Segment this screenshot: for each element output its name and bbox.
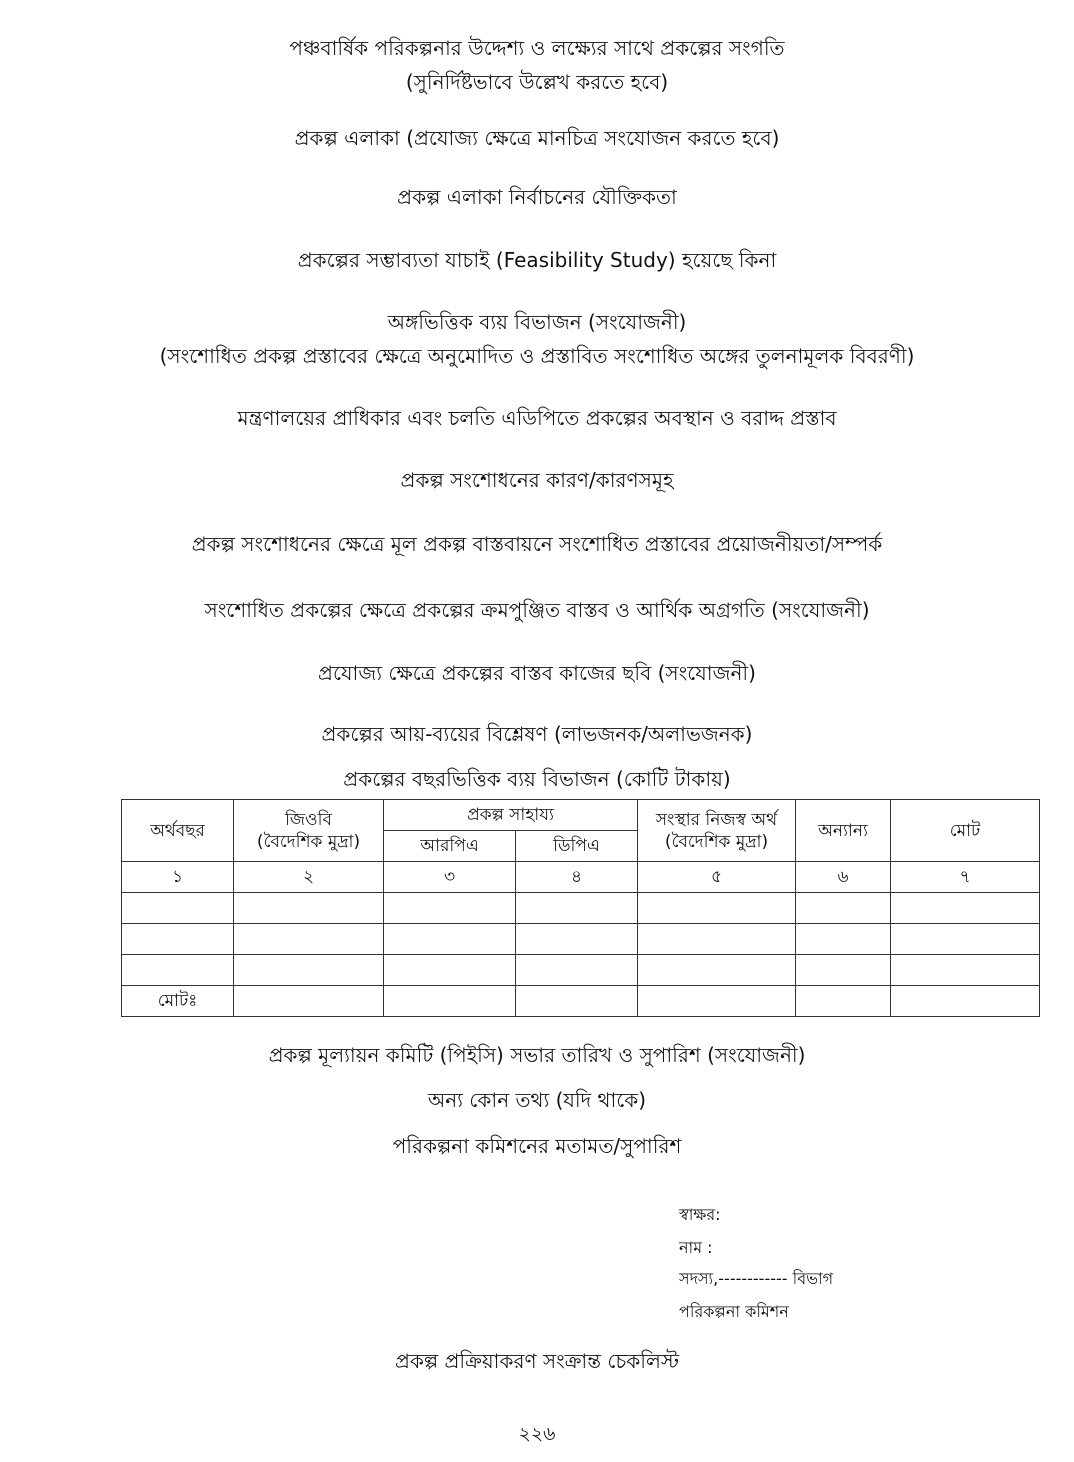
table-row [122,924,1040,955]
table-cell[interactable] [516,893,638,924]
table-cell[interactable] [234,924,384,955]
table-cell[interactable] [891,955,1040,986]
heading-pec-meeting: প্রকল্প মূল্যায়ন কমিটি (পিইসি) সভার তারিখ ও সুপারিশ (সংযোজনী) [268,1043,806,1067]
column-number: ৬ [796,862,891,893]
page-number: ২২৬ [518,1423,556,1445]
table-row [122,893,1040,924]
name-label: নাম : [679,1238,713,1257]
heading-other-info: অন্য কোন তথ্য (যদি থাকে) [427,1088,647,1112]
table-cell[interactable] [638,986,796,1017]
table-cell[interactable] [796,893,891,924]
heading-component-cost: অঙ্গভিত্তিক ব্যয় বিভাজন (সংযোজনী) [387,310,687,334]
table-column-number-row [122,862,1040,893]
table-cell[interactable] [384,893,516,924]
planning-commission-label: পরিকল্পনা কমিশন [679,1302,789,1321]
yearly-cost-table [121,799,1040,1017]
table-cell[interactable] [384,986,516,1017]
table-cell[interactable] [234,955,384,986]
column-number: ৫ [638,862,796,893]
heading-cumulative-progress: সংশোধিত প্রকল্পের ক্ষেত্রে প্রকল্পের ক্রমপুঞ্জিত বাস্তব ও আর্থিক অগ্রগতি (সংযোজনী) [204,598,870,622]
table-cell[interactable] [638,893,796,924]
heading-five-year-plan: পঞ্চবার্ষিক পরিকল্পনার উদ্দেশ্য ও লক্ষ্যের সাথে প্রকল্পের সংগতি [289,36,785,60]
table-cell[interactable] [796,986,891,1017]
header-others: অন্যান্য [796,800,891,862]
member-division-line: সদস্য,------------ বিভাগ [679,1269,834,1288]
table-cell[interactable] [638,924,796,955]
table-cell[interactable] [384,924,516,955]
heading-five-year-plan-note: (সুনির্দিষ্টভাবে উল্লেখ করতে হবে) [405,70,669,94]
heading-revision-reasons: প্রকল্প সংশোধনের কারণ/কারণসমূহ [400,468,674,492]
column-number: ৪ [516,862,638,893]
table-cell[interactable] [891,924,1040,955]
column-number: ৭ [891,862,1040,893]
table-cell[interactable] [516,986,638,1017]
header-rpa: আরপিএ [384,831,516,862]
table-row [122,955,1040,986]
column-number: ১ [122,862,234,893]
heading-feasibility-study: প্রকল্পের সম্ভাব্যতা যাচাই (Feasibility Study) হয়েছে কিনা [297,248,777,272]
column-number: ৩ [384,862,516,893]
header-gob: জিওবি (বৈদেশিক মুদ্রা) [234,800,384,862]
heading-revision-necessity: প্রকল্প সংশোধনের ক্ষেত্রে মূল প্রকল্প বাস্তবায়নে সংশোধিত প্রস্তাবের প্রয়োজনীয়তা/সম্পর্ক [191,532,883,556]
table-cell[interactable] [891,986,1040,1017]
table-cell[interactable] [796,955,891,986]
heading-project-area: প্রকল্প এলাকা (প্রযোজ্য ক্ষেত্রে মানচিত্র সংযোজন করতে হবে) [294,126,780,150]
header-fiscal-year: অর্থবছর [122,800,234,862]
table-cell[interactable] [384,955,516,986]
table-cell[interactable] [122,893,234,924]
signature-label: স্বাক্ষর: [679,1205,721,1224]
heading-ministry-priority: মন্ত্রণালয়ের প্রাধিকার এবং চলতি এডিপিতে প্রকল্পের অবস্থান ও বরাদ্দ প্রস্তাব [237,406,837,430]
table-cell[interactable] [638,955,796,986]
table-header-row [122,800,1040,831]
header-project-aid: প্রকল্প সাহায্য [384,800,638,831]
header-own-fund: সংস্থার নিজস্ব অর্থ (বৈদেশিক মুদ্রা) [638,800,796,862]
heading-component-cost-note: (সংশোধিত প্রকল্প প্রস্তাবের ক্ষেত্রে অনুমোদিত ও প্রস্তাবিত সংশোধিত অঙ্গের তুলনামূলক বিবরণী) [159,344,915,368]
header-dpa: ডিপিএ [516,831,638,862]
total-row-label: মোটঃ [122,986,234,1017]
heading-income-expenditure: প্রকল্পের আয়-ব্যয়ের বিশ্লেষণ (লাভজনক/অলাভজনক) [321,722,753,746]
table-cell[interactable] [122,955,234,986]
header-total: মোট [891,800,1040,862]
footer-checklist-title: প্রকল্প প্রক্রিয়াকরণ সংক্রান্ত চেকলিস্ট [394,1349,680,1373]
table-cell[interactable] [122,924,234,955]
heading-area-justification: প্রকল্প এলাকা নির্বাচনের যৌক্তিকতা [397,185,677,209]
table-total-row [122,986,1040,1017]
table-cell[interactable] [516,955,638,986]
heading-commission-opinion: পরিকল্পনা কমিশনের মতামত/সুপারিশ [392,1134,682,1158]
column-number: ২ [234,862,384,893]
table-cell[interactable] [234,893,384,924]
heading-yearly-cost: প্রকল্পের বছরভিত্তিক ব্যয় বিভাজন (কোটি টাকায়) [343,767,731,791]
table-cell[interactable] [234,986,384,1017]
heading-work-photos: প্রযোজ্য ক্ষেত্রে প্রকল্পের বাস্তব কাজের ছবি (সংযোজনী) [318,661,756,685]
table-cell[interactable] [796,924,891,955]
table-cell[interactable] [891,893,1040,924]
table-cell[interactable] [516,924,638,955]
